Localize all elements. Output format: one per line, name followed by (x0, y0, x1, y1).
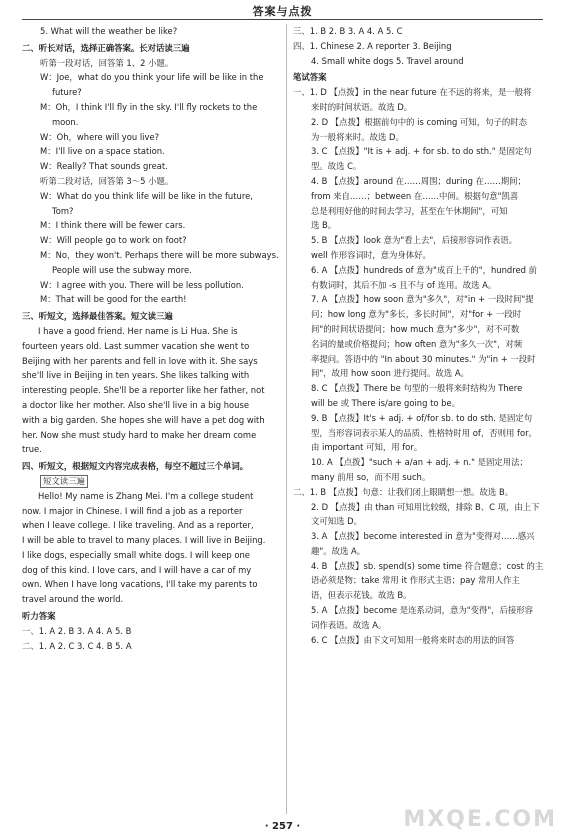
line-text: 一、1. A 2. B 3. A 4. A 5. B (22, 625, 132, 636)
right-line (293, 426, 553, 441)
right-line (293, 85, 553, 100)
left-column (22, 24, 280, 653)
line-text: 7. A 【点拨】how soon 意为"多久"，对"in + 一段时间"提 (311, 294, 534, 305)
line-text: 4. Small white dogs 5. Travel around (311, 55, 464, 66)
right-line (293, 455, 553, 470)
right-line (293, 218, 553, 233)
line-text: 语，但表示花钱。故选 B。 (311, 590, 412, 601)
left-line (22, 533, 280, 548)
right-line (293, 411, 553, 426)
line-text: 二、1. B 【点拨】句意：让我们闭上眼睛想一想。故选 B。 (293, 486, 514, 497)
line-text: dog of this kind. I love cars, and I will have a car of my (22, 564, 252, 575)
line-text: 名词的量或价格提问；how often 意为"多久一次"，对频 (311, 338, 523, 349)
line-text: 语必须是物；take 常用 it 作形式主语；pay 常用人作主 (311, 575, 520, 586)
left-line (22, 144, 280, 159)
left-line (22, 563, 280, 578)
line-text: 三、1. B 2. B 3. A 4. A 5. C (293, 26, 403, 36)
line-text: M：That will be good for the earth! (40, 294, 187, 305)
right-line (293, 559, 553, 574)
right-line (293, 470, 553, 485)
right-line (293, 130, 553, 145)
line-text: 来时的时间状语。故选 D。 (311, 101, 413, 112)
line-text: M：I'll live on a space station. (40, 146, 165, 157)
left-line (22, 130, 280, 145)
left-line (22, 174, 280, 189)
left-line (22, 442, 280, 457)
column-divider (286, 24, 287, 814)
left-line (22, 459, 280, 474)
line-text: 率提问。答语中的 "In about 30 minutes." 为"in + 一段时 (311, 353, 536, 364)
line-text: 6. A 【点拨】hundreds of 意为"成百上千的"，hundred 前 (311, 264, 537, 275)
line-text: future? (52, 87, 82, 98)
left-line (22, 100, 280, 115)
line-text: moon. (52, 116, 79, 127)
line-text: 2. D 【点拨】由 than 可知用比较级，排除 B、C 项，由上下 (311, 501, 540, 512)
line-text: 听第二段对话，回答第 3～5 小题。 (40, 175, 174, 186)
right-line (293, 189, 553, 204)
line-text: W：Oh，where will you live? (40, 131, 160, 142)
line-text: when I leave college. I like traveling. And as a reporter, (22, 520, 254, 531)
left-line (22, 233, 280, 248)
left-line (22, 489, 280, 504)
line-text: 一、1. D 【点拨】in the near future 在不远的将来，是一般将 (293, 87, 532, 98)
line-text: M：No，they won't. Perhaps there will be more subways. (40, 249, 279, 260)
line-text: 间"，故用 how soon 进行提问。故选 A。 (311, 368, 469, 379)
line-text: 5. B 【点拨】look 意为"看上去"，后接形容词作表语。 (311, 235, 517, 246)
left-line (22, 354, 280, 369)
line-text: Hello! My name is Zhang Mei. I'm a college student (38, 490, 254, 501)
line-text: 二、听长对话，选择正确答案。长对话读三遍 (22, 42, 190, 53)
right-line (293, 618, 553, 633)
line-text: true. (22, 444, 42, 455)
left-line (22, 592, 280, 607)
page-header (0, 0, 565, 22)
page-number: · 257 · (264, 821, 301, 832)
header-title: 答案与点拨 (252, 5, 313, 18)
line-text: own. When I have long vacations, I'll take my parents to (22, 579, 258, 590)
left-line (22, 70, 280, 85)
right-line (293, 500, 553, 515)
right-line (293, 174, 553, 189)
left-line (22, 204, 280, 219)
right-line (293, 144, 553, 159)
left-line (22, 548, 280, 563)
line-text: 问；how long 意为"多长，多长时间"，对"for + 一段时 (311, 309, 522, 320)
right-line (293, 263, 553, 278)
right-line (293, 248, 553, 263)
line-text: will be 或 There is/are going to be。 (311, 397, 460, 408)
right-line (293, 514, 553, 529)
line-text: 为一般将来时。故选 D。 (311, 131, 404, 142)
left-line (22, 577, 280, 592)
right-line (293, 588, 553, 603)
line-text: 选 B。 (311, 220, 337, 231)
left-line (22, 518, 280, 533)
line-text: 4. B 【点拨】around 在……周围；during 在……期间； (311, 175, 526, 186)
left-line (22, 24, 280, 39)
left-line (22, 324, 280, 339)
line-text: W：Will people go to work on foot? (40, 235, 187, 246)
right-line (293, 573, 553, 588)
right-line (293, 204, 553, 219)
left-line (22, 624, 280, 639)
line-text: 3. A 【点拨】become interested in 意为"变得对……感兴 (311, 531, 535, 542)
line-text: 三、听短文，选择最佳答案。短文读三遍 (22, 311, 173, 322)
left-line (22, 609, 280, 624)
left-line (22, 504, 280, 519)
right-line (293, 322, 553, 337)
line-text: M：I think there will be fewer cars. (40, 220, 186, 231)
line-text: 3. C 【点拨】"It is + adj. + for sb. to do sth." 是固定句 (311, 146, 532, 157)
left-line (22, 85, 280, 100)
line-text: 四、听短文，根据短文内容完成表格，每空不超过三个单词。 (22, 461, 249, 472)
line-text: 2. D 【点拨】根据前句中的 is coming 可知，句子的时态 (311, 116, 528, 127)
right-line (293, 24, 553, 39)
left-line (22, 368, 280, 383)
line-text: M：Oh，I think I'll fly in the sky. I'll fly rockets to the (40, 101, 258, 112)
line-text: 10. A 【点拨】"such + a/an + adj. + n." 是固定用法； (311, 457, 528, 468)
left-line (22, 115, 280, 130)
left-line (22, 383, 280, 398)
left-line (22, 159, 280, 174)
line-text: many 前用 so，而不用 such。 (311, 471, 431, 482)
line-text: 由 important 可知，用 for。 (311, 442, 423, 453)
line-text: 词作表语。故选 A。 (311, 619, 387, 630)
left-line (22, 41, 280, 56)
line-text: she'll live in Beijing in ten years. She likes talking with (22, 370, 250, 381)
line-text: 文可知选 D。 (311, 516, 362, 527)
left-line (22, 398, 280, 413)
left-line (22, 309, 280, 324)
line-text: W：Joe，what do you think your life will be like in the (40, 72, 264, 83)
right-line (293, 485, 553, 500)
right-line (293, 366, 553, 381)
left-line (22, 263, 280, 278)
line-text: 听力答案 (22, 611, 56, 622)
right-column (293, 24, 553, 647)
line-text: 型。故选 C。 (311, 161, 362, 172)
right-line (293, 292, 553, 307)
line-text: travel around the world. (22, 594, 124, 605)
line-text: 5. What will the weather be like? (40, 26, 178, 36)
right-line (293, 440, 553, 455)
line-text: 短文读三遍 (40, 475, 88, 488)
line-text: 听第一段对话，回答第 1、2 小题。 (40, 57, 174, 68)
line-text: 型，当形容词表示某人的品质、性格特时用 of，否则用 for。 (311, 427, 537, 438)
line-text: interesting people. She'll be a reporter like her father, not (22, 385, 265, 396)
line-text: W：What do you think life will be like in the future, (40, 190, 253, 201)
left-line (22, 56, 280, 71)
line-text: People will use the subway more. (52, 264, 192, 275)
left-line (22, 639, 280, 654)
line-text: 二、1. A 2. C 3. C 4. B 5. A (22, 640, 132, 651)
right-line (293, 159, 553, 174)
line-text: 趣"。故选 A。 (311, 545, 366, 556)
line-text: I will be able to travel to many places. I will live in Beijing. (22, 535, 266, 546)
right-line (293, 544, 553, 559)
left-line (22, 474, 280, 489)
left-line (22, 248, 280, 263)
line-text: with a big garden. She hopes she will have a pet dog with (22, 414, 265, 425)
left-line (22, 189, 280, 204)
line-text: 四、1. Chinese 2. A reporter 3. Beijing (293, 40, 452, 51)
line-text: 有数词时，其后不加 -s 且不与 of 连用。故选 A。 (311, 279, 497, 290)
watermark: MXQE.COM (403, 807, 557, 832)
line-text: 间"的时间状语提问；how much 意为"多少"，对不可数 (311, 323, 520, 334)
line-text: 4. B 【点拨】sb. spend(s) some time 符合题意；cost 的主 (311, 560, 544, 571)
right-line (293, 115, 553, 130)
right-line (293, 337, 553, 352)
line-text: now. I major in Chinese. I will find a job as a reporter (22, 505, 243, 516)
header-rule (22, 19, 543, 20)
left-line (22, 428, 280, 443)
right-line (293, 603, 553, 618)
right-line (293, 529, 553, 544)
line-text: 总是利用好他的时间去学习，甚至在午休期间"，可知 (311, 205, 508, 216)
right-line (293, 307, 553, 322)
line-text: 6. C 【点拨】由下文可知用一般将来时态的用法的回答 (311, 634, 515, 645)
right-line (293, 54, 553, 69)
right-line (293, 633, 553, 648)
line-text: I have a good friend. Her name is Li Hua. She is (38, 325, 238, 336)
line-text: Beijing with her parents and fell in love with it. She says (22, 355, 258, 366)
right-line (293, 100, 553, 115)
right-line (293, 396, 553, 411)
left-line (22, 339, 280, 354)
right-line (293, 381, 553, 396)
line-text: well 作形容词时，意为身体好。 (311, 249, 431, 260)
line-text: 8. C 【点拨】There be 句型的一般将来时结构为 There (311, 383, 523, 394)
line-text: her. Now she must study hard to make her dream come (22, 429, 257, 440)
line-text: fourteen years old. Last summer vacation she went to (22, 340, 250, 351)
left-line (22, 413, 280, 428)
right-line (293, 352, 553, 367)
line-text: W：Really? That sounds great. (40, 161, 168, 172)
left-line (22, 292, 280, 307)
left-line (22, 278, 280, 293)
line-text: Tom? (52, 205, 74, 216)
left-line (22, 218, 280, 233)
line-text: from 来自……；between 在……中间。根据句意"凯喜 (311, 190, 519, 201)
right-line (293, 233, 553, 248)
line-text: I like dogs, especially small white dogs. I will keep one (22, 549, 250, 560)
right-line (293, 278, 553, 293)
line-text: a doctor like her mother. Also she'll live in a big house (22, 399, 250, 410)
right-line (293, 70, 553, 85)
right-line (293, 39, 553, 54)
line-text: 9. B 【点拨】It's + adj. + of/for sb. to do sth. 是固定句 (311, 412, 533, 423)
line-text: 5. A 【点拨】become 是连系动词，意为"变得"，后接形容 (311, 605, 534, 616)
line-text: W：I agree with you. There will be less pollution. (40, 279, 244, 290)
line-text: 笔试答案 (293, 72, 327, 83)
